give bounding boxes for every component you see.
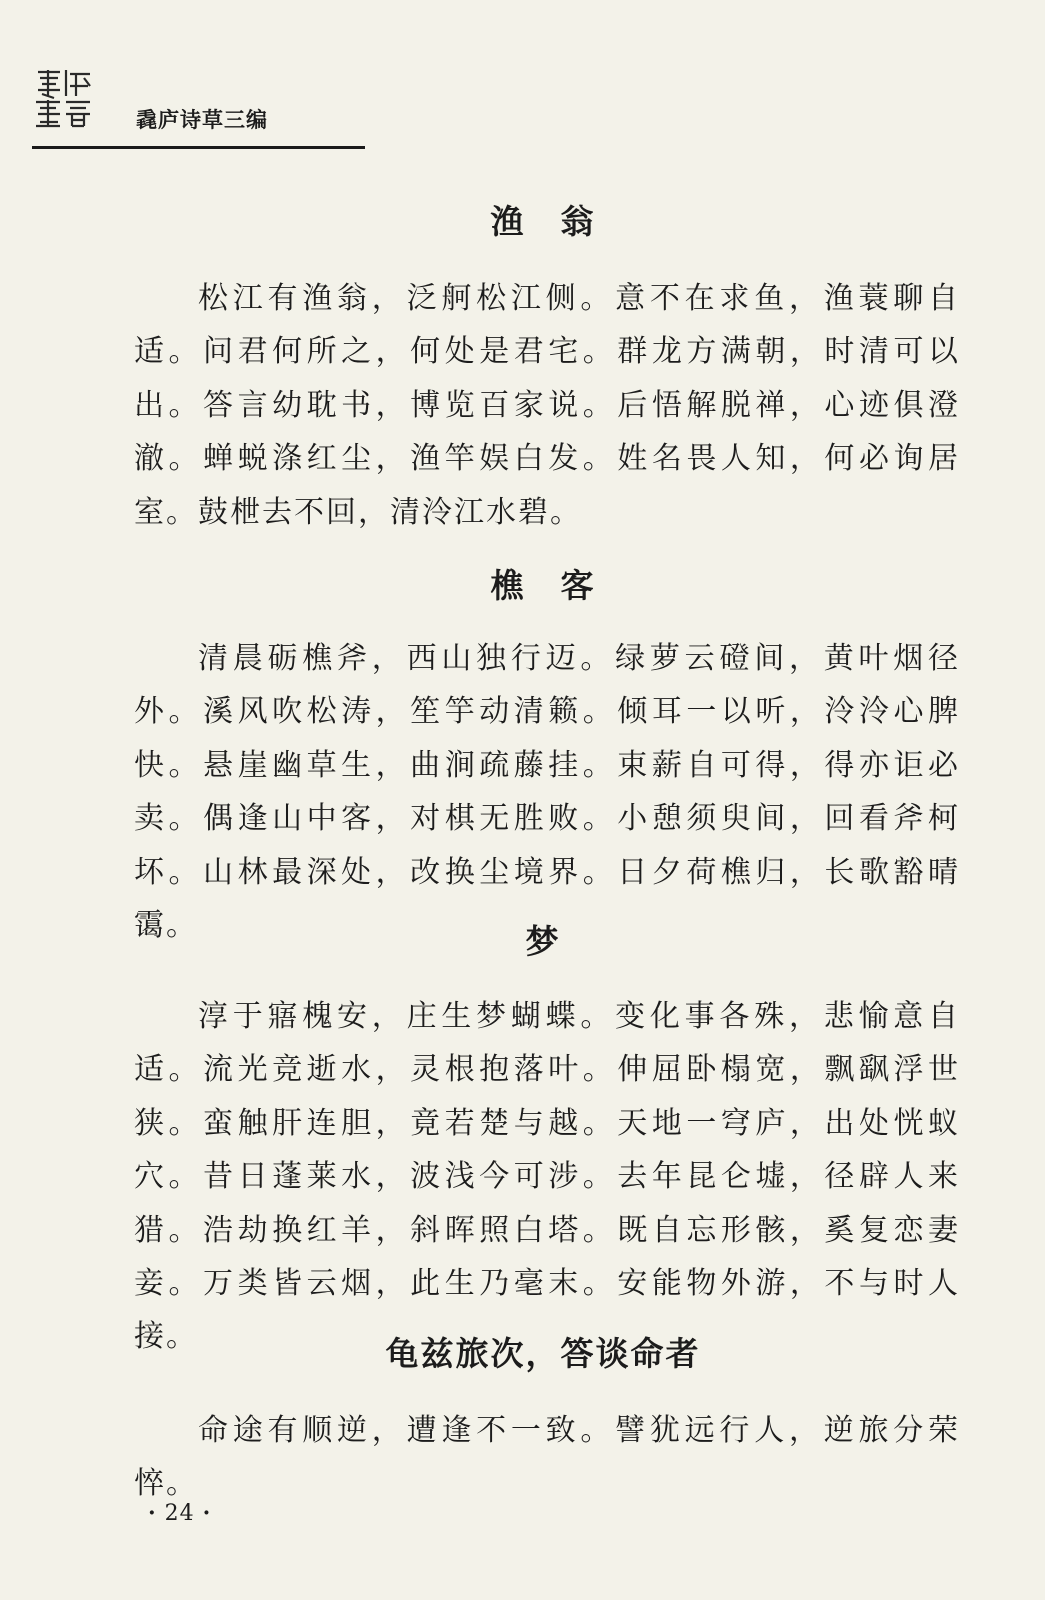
page-number-dot-right: · bbox=[202, 1500, 212, 1526]
section-body: 命途有顺逆，遭逢不一致。譬犹远行人，逆旅分荣悴。 bbox=[134, 1413, 960, 1502]
page-number bbox=[148, 1500, 211, 1526]
section-title: 龟兹旅次，答谈命者 bbox=[385, 1334, 701, 1373]
section-body: 松江有渔翁，泛舸松江侧。意不在求鱼，渔蓑聊自适。问君何所之，何处是君宅。群龙方满朝，时清可以出。答言幼耽书，博览百家说。后悟解脱禅，心迹俱澄澈。蝉蜕涤红尘，渔竿娱白发。姓名畏人知，何必询居室。鼓枻去不回，清泠江水碧。 bbox=[134, 281, 960, 530]
section-body: 淳于寤槐安，庄生梦蝴蝶。变化事各殊，悲愉意自适。流光竞逝水，灵根抱落叶。伸屈卧榻宽，飘飖浮世狭。蛮触肝连胆，竟若楚与越。天地一穹庐，出处恍蚁穴。昔日蓬莱水，波浅今可涉。去年昆仑墟，径辟人来猎。浩劫换红羊，斜晖照白塔。既自忘形骸，奚复恋妻妾。万类皆云烟，此生乃毫末。安能物外游，不与时人接。 bbox=[134, 999, 960, 1355]
header-rule bbox=[32, 146, 365, 149]
seal-logo bbox=[32, 66, 94, 130]
section-title: 渔 翁 bbox=[490, 202, 596, 241]
section-body: 清晨砺樵斧，西山独行迈。绿萝云磴间，黄叶烟径外。溪风吹松涛，笙竽动清籁。倾耳一以听，泠泠心脾快。悬崖幽草生，曲涧疏藤挂。束薪自可得，得亦讵必卖。偶逢山中客，对棋无胜败。小憩须臾间，回看斧柯坏。山林最深处，改换尘境界。日夕荷樵归，长歌豁晴霭。 bbox=[134, 641, 960, 944]
section-title: 樵 客 bbox=[490, 566, 596, 605]
page-number-value: 24 bbox=[164, 1501, 195, 1526]
running-title: 毳庐诗草三编 bbox=[136, 108, 268, 132]
section-title: 梦 bbox=[525, 922, 561, 961]
page-number-dot-left: · bbox=[148, 1500, 157, 1526]
